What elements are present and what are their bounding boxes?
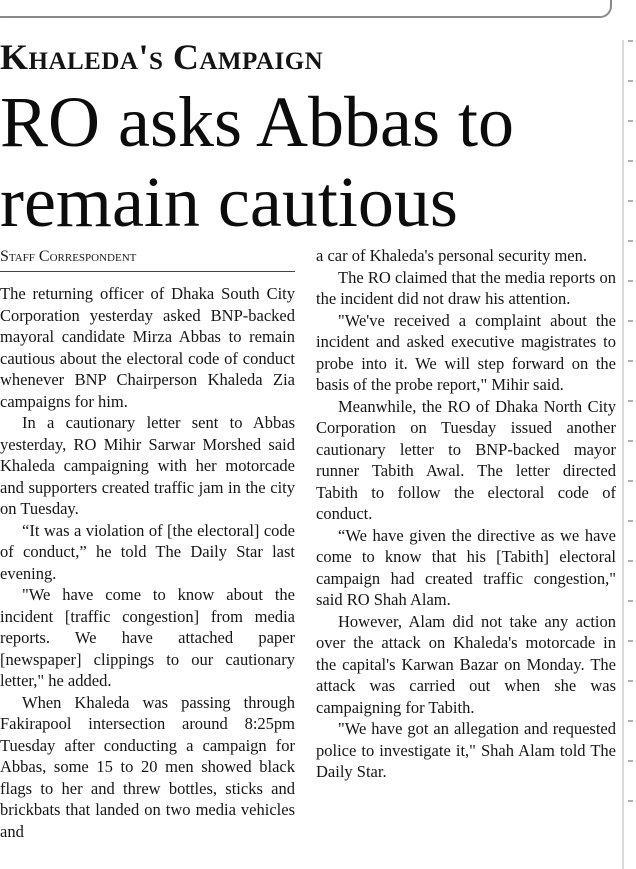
paragraph: "We've received a complaint about the incident and asked executive magistrates to probe into it. We will step forward on the basis of the probe report," Mihir said. (316, 310, 616, 394)
headline (0, 82, 514, 242)
byline: Staff Correspondent (0, 248, 137, 265)
headline-line-1: RO asks Abbas to (0, 82, 515, 162)
paragraph: The RO claimed that the media reports on the incident did not draw his attention. (316, 267, 616, 308)
article-column-right (316, 245, 616, 783)
paragraph: The returning officer of Dhaka South City Corporation yesterday asked BNP-backed mayoral candidate Mirza Abbas to remain cautious about the electoral code of conduct whenever BNP Chairperson Khaleda Zia campaigns for him. (0, 284, 295, 411)
paragraph: "We have got an allegation and requested police to investigate it," Shah Alam told The Daily Star. (316, 719, 616, 781)
paragraph: “It was a violation of [the electoral] code of conduct,” he told The Daily Star last evening. (0, 520, 295, 583)
paragraph: When Khaleda was passing through Fakirapool intersection around 8:25pm Tuesday after conducting a campaign for Abbas, some 15 to 20 men showed black flags to her and threw bottles, sticks and brickbats that landed on two media vehicles and (0, 692, 295, 841)
paragraph: In a cautionary letter sent to Abbas yesterday, RO Mihir Sarwar Morshed said Khaleda campaigning with her motorcade and supporters created traffic jam in the city on Tuesday. (0, 413, 295, 518)
paragraph: "We have come to know about the incident [traffic congestion] from media reports. We have attached paper [newspaper] clippings to our cautionary letter," he added. (0, 585, 295, 690)
byline-rule (0, 271, 295, 272)
paragraph: “We have given the directive as we have come to know that his [Tabith] electoral campaign had created traffic congestion," said RO Shah Alam. (316, 525, 616, 609)
paragraph: a car of Khaleda's personal security men. (316, 246, 587, 265)
right-margin-rule (622, 40, 624, 869)
margin-marks (628, 40, 636, 869)
article-column-left (0, 283, 295, 842)
paragraph: Meanwhile, the RO of Dhaka North City Corporation on Tuesday issued another cautionary letter to BNP-backed mayor runner Tabith Awal. The letter directed Tabith to follow the electoral code of conduct. (316, 396, 616, 523)
paragraph: However, Alam did not take any action over the attack on Khaleda's motorcade in the capital's Karwan Bazar on Monday. The attack was carried out when she was campaigning for Tabith. (316, 611, 616, 717)
kicker: Khaleda's Campaign (0, 37, 324, 77)
headline-line-2: remain cautious (0, 162, 458, 242)
top-box-border (0, 0, 612, 18)
